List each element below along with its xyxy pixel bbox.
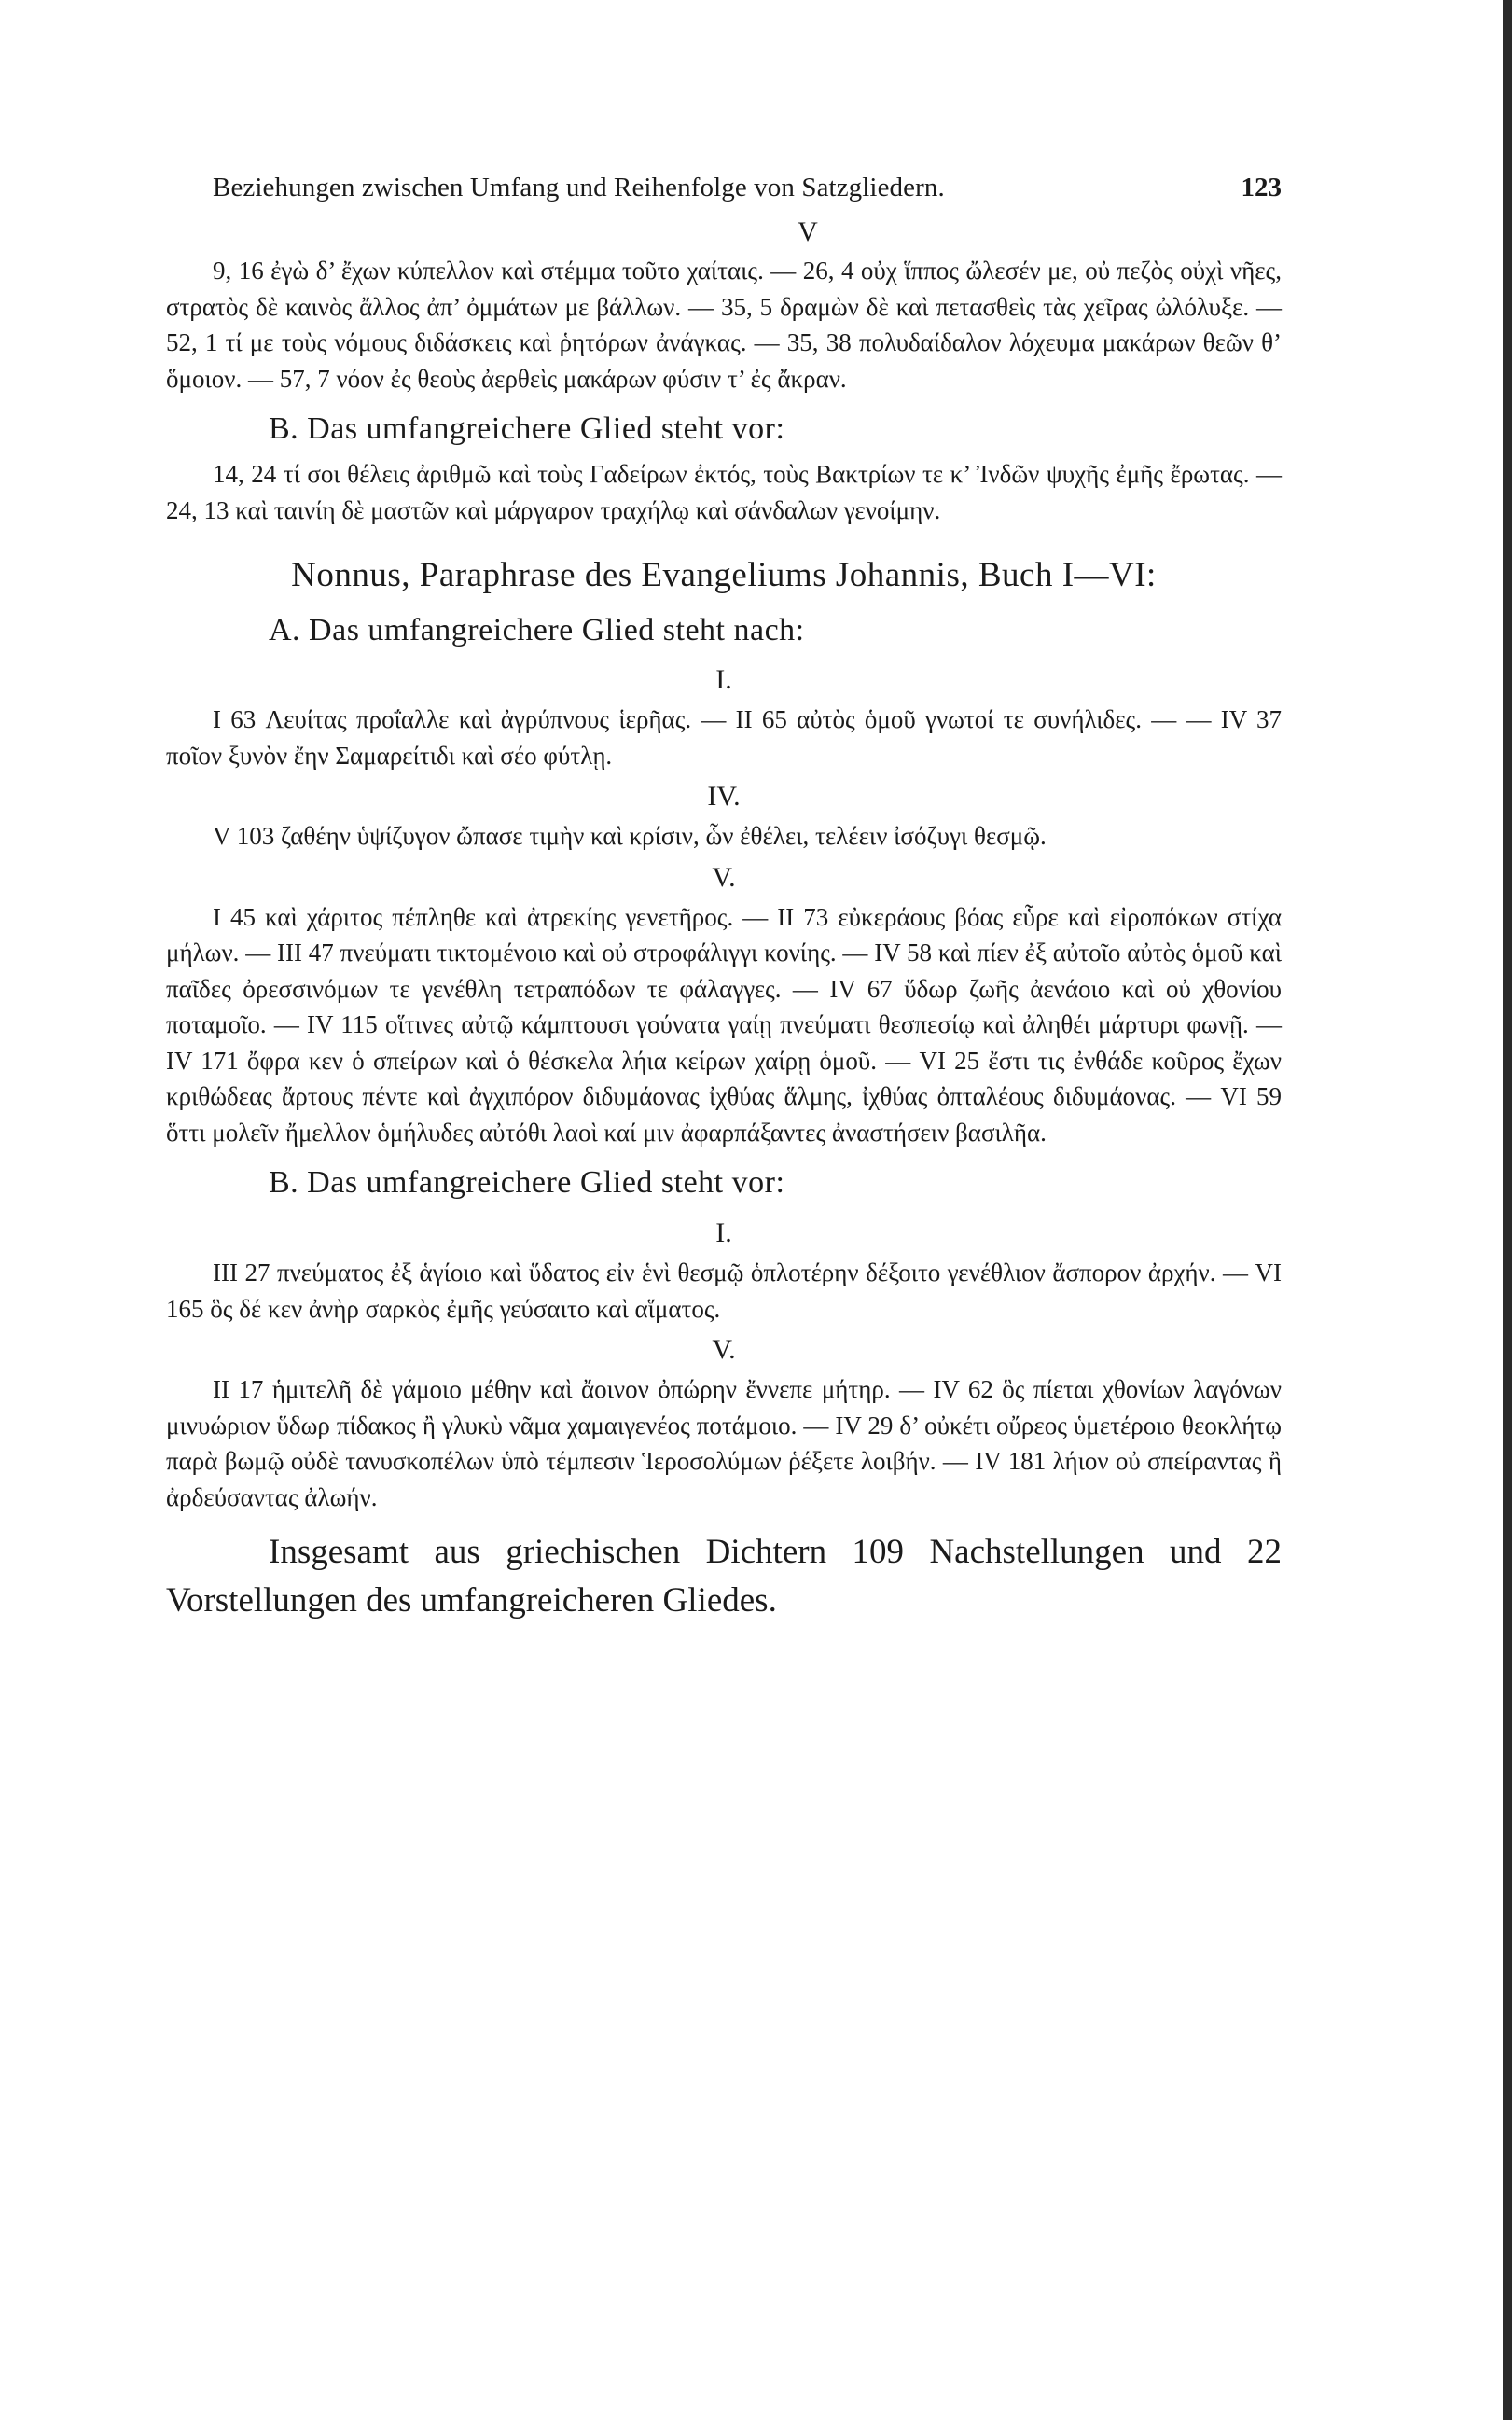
greek-passage-7: II 17 ἡμιτελῆ δὲ γάμοιο μέθην καὶ ἄοινον ὀπώρην ἔννεπε μήτηρ. — IV 62 ὃς πίεται χθονίων λαγόνων μινυώριον ὕδωρ πίδακος ἢ γλυκὺ νᾶμα χαμαιγενέος ποτάμοιο. — IV 29 δ’ οὐκέτι οὔρεος ὑμετέροιο θεοκλήτῳ παρὰ βωμῷ οὐδὲ τανυσκοπέλων ὑπὸ τέμπεσιν Ἱεροσολύμων ῥέξετε λοιβήν. — IV 181 λήιον οὐ σπείραντας ἢ ἀρδεύσαντας ἀλωήν. <box>166 1375 1282 1511</box>
book-number-i-second: I. <box>715 1217 732 1248</box>
scan-edge-shadow <box>1503 0 1512 2420</box>
summary-paragraph: Insgesamt aus griechischen Dichtern 109 Nachstellungen und 22 Vorstellungen des umfangreicheren Gliedes. <box>166 1533 1282 1620</box>
running-head <box>166 163 1282 212</box>
book-number-v-second: V. <box>712 1334 736 1365</box>
book-page <box>166 163 1282 1625</box>
part-number-v: V <box>798 216 818 247</box>
greek-passage-1: 9, 16 ἐγὼ δ’ ἔχων κύπελλον καὶ στέμμα τοῦτο χαίταις. — 26, 4 οὐχ ἵππος ὤλεσέν με, οὐ πεζὸς οὐχὶ νῆες, στρατὸς δὲ καινὸς ἄλλος ἀπ’ ὀμμάτων με βάλλων. — 35, 5 δραμὼν δὲ καὶ πετασθεὶς τὰς χεῖρας ὠλόλυξε. — 52, 1 τί με τοὺς νόμους διδάσκεις καὶ ῥητόρων ἀνάγκας. — 35, 38 πολυδαίδαλον λόχευμα μακάρων θεῶν θ’ ὅμοιον. — 57, 7 νόον ἐς θεοὺς ἀερθεὶς μακάρων φύσιν τ’ ἐς ἄκραν. <box>166 257 1282 393</box>
book-number-iv: IV. <box>707 781 741 812</box>
section-heading-b-1: B. Das umfangreichere Glied steht vor: <box>269 411 785 446</box>
book-number-i: I. <box>715 664 732 695</box>
greek-passage-2: 14, 24 τί σοι θέλεις ἀριθμῶ καὶ τοὺς Γαδείρων ἐκτός, τοὺς Βακτρίων τε κ’ Ἰνδῶν ψυχῆς ἐμῆς ἔρωτας. — 24, 13 καὶ ταινίη δὲ μαστῶν καὶ μάργαρον τραχήλῳ καὶ σάνδαλων γενοίμην. <box>166 460 1282 524</box>
book-number-v: V. <box>712 861 736 893</box>
section-heading-a: A. Das umfangreichere Glied steht nach: <box>269 613 805 647</box>
work-heading: Nonnus, Paraphrase des Evangeliums Johannis, Buch I—VI: <box>291 556 1157 594</box>
greek-passage-5: I 45 καὶ χάριτος πέπληθε καὶ ἀτρεκίης γενετῆρος. — II 73 εὐκεράους βόας εὗρε καὶ εἰροπόκων στίχα μήλων. — III 47 πνεύματι τικτομένοιο καὶ οὐ στροφάλιγγι κονίης. — IV 58 καὶ πίεν ἐξ αὐτοῖο αὐτὸς ὁμοῦ καὶ παῖδες ὀρεσσινόμων τε γενέθλη τετραπόδων τε φάλαγγες. — IV 67 ὕδωρ ζωῆς ἀενάοιο καὶ οὐ χθονίου ποταμοῖο. — IV 115 οἵτινες αὐτῷ κάμπτουσι γούνατα γαίῃ πνεύματι θεσπεσίῳ καὶ ἀληθέι μάρτυρι φωνῇ. — IV 171 ὄφρα κεν ὁ σπείρων καὶ ὁ θέσκελα λήια κείρων χαίρῃ ὁμοῦ. — VI 25 ἔστι τις ἐνθάδε κοῦρος ἔχων κριθώδεας ἄρτους πέντε καὶ ἀγχιπόρον διδυμάονας ἰχθύας ἅλμης, ἰχθύας ὀπταλέους διδυμάονας. — VI 59 ὅττι μολεῖν ἤμελλον ὁμήλυδες αὐτόθι λαοὶ καί μιν ἀφαρπάξαντες ἀναστήσειν βασιλῆα. <box>166 902 1282 1147</box>
section-heading-b-2: B. Das umfangreichere Glied steht vor: <box>269 1165 785 1200</box>
greek-passage-6: III 27 πνεύματος ἐξ ἁγίοιο καὶ ὕδατος εἰν ἑνὶ θεσμῷ ὁπλοτέρην δέξοιτο γενέθλιον ἄσπορον ἀρχήν. — VI 165 ὃς δέ κεν ἀνὴρ σαρκὸς ἐμῆς γεύσαιτο καὶ αἵματος. <box>166 1259 1282 1323</box>
greek-passage-4: V 103 ζαθέην ὑψίζυγον ὤπασε τιμὴν καὶ κρίσιν, ὧν ἐθέλει, τελέειν ἰσόζυγι θεσμῷ. <box>213 822 1047 850</box>
page-number: 123 <box>1241 173 1282 202</box>
running-head-title: Beziehungen zwischen Umfang und Reihenfolge von Satzgliedern. <box>213 173 945 202</box>
greek-passage-3: I 63 Λευίτας προΐαλλε καὶ ἀγρύπνους ἱερῆας. — II 65 αὐτὸς ὁμοῦ γνωτοί τε συνήλιδες. — — IV 37 ποῖον ξυνὸν ἔην Σαμαρείτιδι καὶ σέο φύτλῃ. <box>166 705 1282 770</box>
